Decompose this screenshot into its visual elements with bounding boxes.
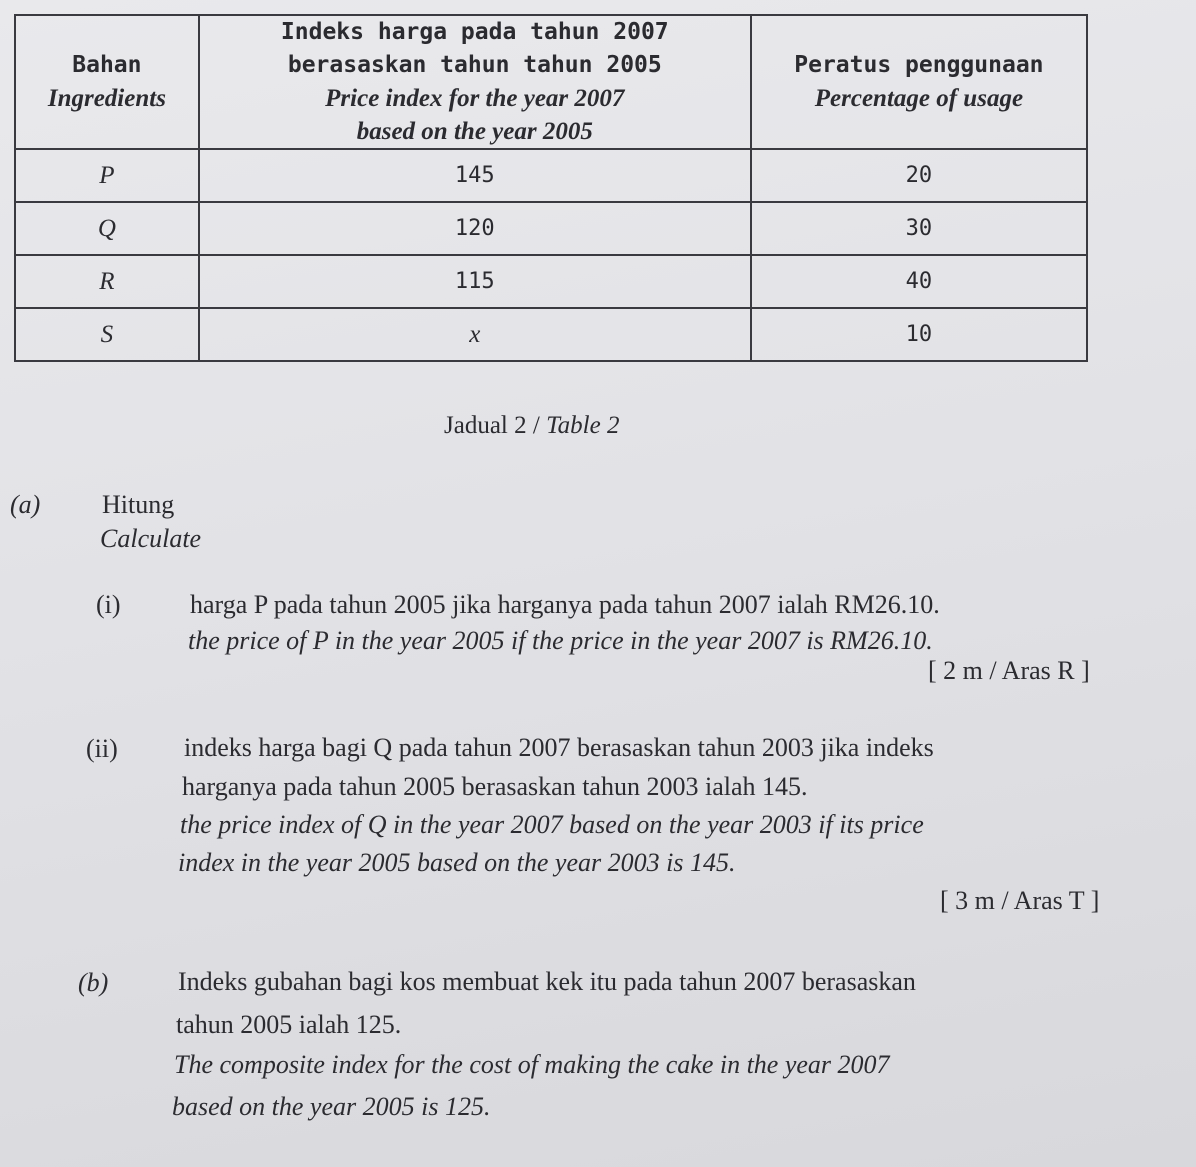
header-ingredients-en: Ingredients (47, 85, 166, 112)
part-b-en-1: The composite index for the cost of making the cake in the year 2007 (174, 1050, 890, 1079)
caption-en: Table 2 (546, 412, 620, 439)
header-usage-en: Percentage of usage (814, 85, 1024, 112)
header-price-index-en-1: Price index for the year 2007 (325, 85, 625, 112)
index-cell: 120 (199, 202, 751, 255)
question-ii-marks: [ 3 m / Aras T ] (940, 886, 1100, 915)
part-a-instruction-ms: Hitung (102, 490, 175, 519)
header-usage-ms: Peratus penggunaan (794, 52, 1044, 78)
part-b-ms-2: tahun 2005 ialah 125. (176, 1010, 402, 1039)
index-cell: x (199, 308, 751, 361)
table-row (15, 149, 1087, 202)
part-b-ms-1: Indeks gubahan bagi kos membuat kek itu pada tahun 2007 berasaskan (178, 967, 916, 996)
header-price-index (199, 15, 751, 149)
caption-ms: Jadual 2 / (444, 412, 547, 439)
question-i-en: the price of P in the year 2005 if the price in the year 2007 is RM26.10. (188, 626, 933, 655)
table-row (15, 202, 1087, 255)
ingredient-cell: Q (15, 202, 199, 255)
part-b-label: (b) (78, 968, 109, 997)
price-index-table (14, 14, 1088, 362)
question-ii-label: (ii) (86, 734, 118, 763)
header-price-index-ms-2: berasaskan tahun tahun 2005 (287, 52, 662, 78)
ingredient-cell: S (15, 308, 199, 361)
header-ingredients (15, 15, 199, 149)
table-caption (444, 412, 619, 440)
table-row (15, 255, 1087, 308)
header-ingredients-ms: Bahan (72, 52, 142, 78)
table-row (15, 308, 1087, 361)
header-price-index-en-2: based on the year 2005 (356, 118, 593, 145)
usage-cell: 20 (751, 149, 1087, 202)
question-i-marks: [ 2 m / Aras R ] (928, 656, 1090, 685)
question-ii-ms-2: harganya pada tahun 2005 berasaskan tahun 2003 ialah 145. (182, 772, 808, 801)
usage-cell: 30 (751, 202, 1087, 255)
ingredient-cell: R (15, 255, 199, 308)
part-a-label: (a) (10, 490, 41, 519)
question-ii-en-2: index in the year 2005 based on the year 2003 is 145. (178, 848, 736, 877)
question-ii-en-1: the price index of Q in the year 2007 based on the year 2003 if its price (180, 810, 924, 839)
question-ii-ms-1: indeks harga bagi Q pada tahun 2007 berasaskan tahun 2003 jika indeks (184, 733, 934, 762)
index-cell: 145 (199, 149, 751, 202)
part-b-en-2: based on the year 2005 is 125. (172, 1092, 491, 1121)
question-i-label: (i) (96, 590, 121, 619)
ingredient-cell: P (15, 149, 199, 202)
usage-cell: 10 (751, 308, 1087, 361)
header-usage (751, 15, 1087, 149)
usage-cell: 40 (751, 255, 1087, 308)
question-i-ms: harga P pada tahun 2005 jika harganya pada tahun 2007 ialah RM26.10. (190, 590, 940, 619)
index-cell: 115 (199, 255, 751, 308)
part-a-instruction-en: Calculate (100, 524, 202, 553)
table-header-row (15, 15, 1087, 149)
header-price-index-ms-1: Indeks harga pada tahun 2007 (280, 19, 669, 45)
